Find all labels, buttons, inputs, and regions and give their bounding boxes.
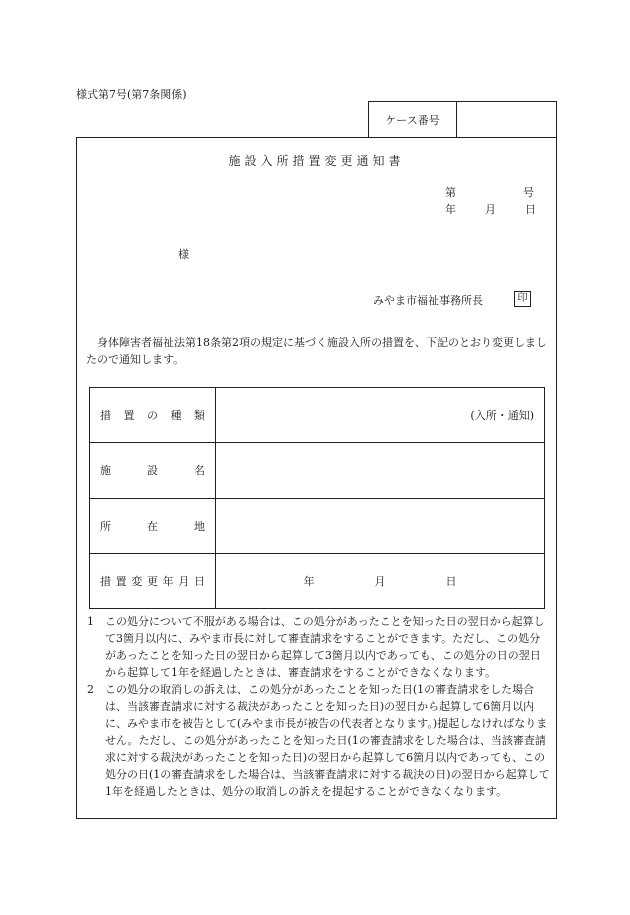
number-suffix: 号 — [523, 186, 534, 199]
change-date-label: 措 置 変 更 年 月 日 — [100, 574, 205, 588]
measure-table — [89, 387, 545, 609]
measure-type-label: 措 置 の 種 類 — [100, 409, 205, 423]
change-date-value[interactable] — [216, 553, 545, 608]
form-number-label: 様式第7号(第7条関係) — [76, 88, 187, 101]
addressee-suffix: 様 — [178, 248, 189, 261]
table-row — [90, 498, 545, 553]
change-year-label: 年 — [303, 574, 315, 588]
measure-type-value: (入所・通知) — [216, 388, 545, 443]
issuer-name: みやま市福祉事務所長 — [373, 294, 483, 307]
issue-month-label: 月 — [485, 203, 496, 216]
note-item — [87, 681, 551, 800]
facility-name-value[interactable] — [216, 443, 545, 498]
case-number-label: ケース番号 — [369, 102, 457, 138]
case-number-box — [368, 101, 557, 138]
issue-date-line — [445, 201, 536, 217]
table-row — [90, 388, 545, 443]
document-number-line — [445, 184, 534, 200]
row-label-cell — [90, 553, 216, 608]
note-number: 1 — [87, 615, 94, 628]
note-text: この処分について不服がある場合は、この処分があったことを知った日の翌日から起算して3箇月以内に、みやま市長に対して審査請求をすることができます。ただし、この処分があったことを知った日の翌日から起算して3箇月以内であっても、この処分の日の翌日から起算して1年を経過したときは、審査請求をすることができなくなります。 — [105, 615, 545, 679]
note-number: 2 — [87, 683, 94, 696]
document-frame — [76, 137, 557, 819]
row-label-cell — [90, 498, 216, 553]
document-title: 施設入所措置変更通知書 — [228, 154, 405, 168]
note-text: この処分の取消しの訴えは、この処分があったことを知った日(1の審査請求をした場合は、当該審査請求に対する裁決があったことを知った日)の翌日から起算して6箇月以内に、みやま市を被告として(みやま市長が被告の代表者となります。)提起しなければなりません。ただし、この処分があったことを知った日(1の審査請求をした場合は、当該審査請求に対する裁決があったことを知った日)の翌日から起算して6箇月以内であっても、この処分の日(1の審査請求をした場合は、当該審査請求に対する裁決の日)の翌日から起算して1年を経過したときは、処分の取消しの訴えを提起することができなくなります。 — [105, 683, 550, 798]
case-number-value[interactable] — [457, 102, 556, 138]
address-label: 所 在 地 — [100, 519, 205, 533]
row-label-cell — [90, 443, 216, 498]
row-label-cell — [90, 388, 216, 443]
table-row — [90, 553, 545, 608]
notice-body-text: 身体障害者福祉法第18条第2項の規定に基づく施設入所の措置を、下記のとおり変更しましたので通知します。 — [86, 336, 547, 366]
seal-mark: 印 — [514, 291, 531, 307]
notice-body — [86, 334, 552, 368]
number-prefix: 第 — [445, 186, 456, 199]
appeal-notes — [87, 613, 551, 800]
issue-year-label: 年 — [445, 203, 456, 216]
issue-day-label: 日 — [525, 203, 536, 216]
change-month-label: 月 — [374, 574, 386, 588]
address-value[interactable] — [216, 498, 545, 553]
change-day-label: 日 — [445, 574, 457, 588]
table-row — [90, 443, 545, 498]
facility-name-label: 施 設 名 — [100, 464, 205, 478]
note-item — [87, 613, 551, 681]
